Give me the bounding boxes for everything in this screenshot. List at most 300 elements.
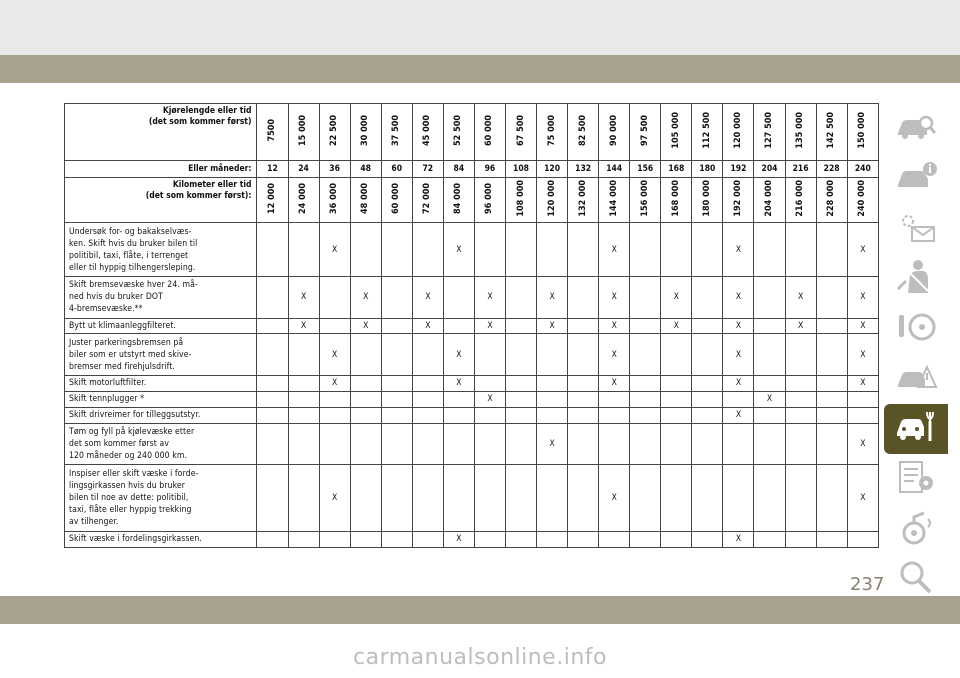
service-mark: X — [847, 334, 878, 375]
sidebar-tab-seatbelt-person[interactable] — [884, 254, 948, 304]
kilometer-header-cell — [474, 178, 505, 223]
service-mark — [350, 391, 381, 407]
mileage-sublabel: (det som kommer først) — [148, 117, 252, 127]
service-mark: X — [288, 318, 319, 334]
service-mark — [785, 465, 816, 532]
kilometer-value: 24 000 — [298, 183, 309, 214]
service-label: Bytt ut klimaanleggfilteret. — [65, 318, 257, 334]
service-mark — [723, 391, 754, 407]
mileage-value: 30 000 — [360, 115, 371, 146]
kilometer-header-cell — [443, 178, 474, 223]
service-label: Skift væske i fordelingsgirkassen. — [65, 531, 257, 547]
service-label: Undersøk for- og bakakselvæs- ken. Skift hvis du bruker bilen til politibil, taxi, flåte, i terrenget eller til hyppig tilhengersleping. — [65, 223, 257, 277]
car-wrench-icon — [894, 409, 938, 449]
service-mark: X — [474, 391, 505, 407]
service-mark: X — [474, 277, 505, 318]
service-mark — [692, 318, 723, 334]
mileage-header-cell — [723, 104, 754, 161]
service-mark — [692, 423, 723, 464]
service-mark — [319, 277, 350, 318]
service-mark — [412, 391, 443, 407]
service-mark — [692, 277, 723, 318]
watermark: carmanualsonline.info — [353, 645, 607, 670]
service-mark — [350, 465, 381, 532]
service-mark: X — [847, 375, 878, 391]
service-label: Inspiser eller skift væske i forde- lingsgirkassen hvis du bruker bilen til noe av dette: politibil, taxi, flåte eller hyppig trekking av tilhenger. — [65, 465, 257, 532]
service-mark — [412, 334, 443, 375]
service-row — [65, 277, 879, 318]
service-mark: X — [288, 277, 319, 318]
month-value: 108 — [505, 161, 536, 178]
service-mark: X — [723, 531, 754, 547]
service-mark — [474, 223, 505, 277]
service-mark: X — [599, 375, 630, 391]
months-label: Eller måneder: — [65, 161, 257, 178]
service-mark — [599, 531, 630, 547]
sidebar-tab-steering-wheel-key[interactable] — [884, 304, 948, 354]
mileage-value: 120 000 — [732, 112, 743, 149]
maintenance-schedule-table — [64, 103, 879, 548]
service-mark — [661, 391, 692, 407]
kilometer-header-label — [65, 178, 257, 223]
car-crash-warning-icon — [894, 359, 938, 399]
service-label: Tøm og fyll på kjølevæske etter det som kommer først av 120 måneder og 240 000 km. — [65, 423, 257, 464]
service-mark — [381, 277, 412, 318]
service-mark — [692, 531, 723, 547]
service-mark — [630, 334, 661, 375]
mileage-value: 105 000 — [670, 112, 681, 149]
service-mark — [568, 465, 599, 532]
service-mark — [816, 423, 847, 464]
service-mark — [537, 334, 568, 375]
service-mark — [661, 465, 692, 532]
service-row — [65, 391, 879, 407]
service-mark — [381, 318, 412, 334]
service-mark — [754, 223, 785, 277]
service-mark — [257, 465, 288, 532]
kilometer-header-cell — [412, 178, 443, 223]
month-value: 168 — [661, 161, 692, 178]
service-mark — [630, 531, 661, 547]
service-mark — [537, 531, 568, 547]
service-mark — [288, 407, 319, 423]
service-mark — [568, 423, 599, 464]
service-mark — [381, 465, 412, 532]
service-mark — [568, 334, 599, 375]
service-mark — [754, 318, 785, 334]
service-mark — [257, 375, 288, 391]
service-mark — [381, 223, 412, 277]
kilometer-header-cell — [692, 178, 723, 223]
service-mark — [630, 391, 661, 407]
service-mark — [816, 407, 847, 423]
service-mark: X — [785, 277, 816, 318]
sidebar-tab-audio-nav[interactable] — [884, 504, 948, 554]
service-mark — [350, 223, 381, 277]
month-value: 96 — [474, 161, 505, 178]
service-mark — [847, 531, 878, 547]
service-mark — [754, 277, 785, 318]
service-mark — [568, 318, 599, 334]
kilometer-value: 48 000 — [360, 183, 371, 214]
mileage-header-cell — [443, 104, 474, 161]
mileage-value: 82 500 — [577, 115, 588, 146]
month-value: 36 — [319, 161, 350, 178]
service-mark — [505, 465, 536, 532]
service-mark — [381, 375, 412, 391]
service-mark — [630, 465, 661, 532]
kilometer-value: 132 000 — [577, 180, 588, 217]
audio-nav-icon — [894, 509, 938, 549]
mileage-value: 37 500 — [391, 115, 402, 146]
kilometer-header-cell — [568, 178, 599, 223]
list-gear-icon — [894, 459, 938, 499]
service-mark: X — [599, 223, 630, 277]
mileage-value: 60 000 — [484, 115, 495, 146]
mileage-header-cell — [319, 104, 350, 161]
service-mark — [599, 423, 630, 464]
service-mark: X — [319, 465, 350, 532]
service-mark — [288, 423, 319, 464]
kilometer-value: 216 000 — [795, 180, 806, 217]
service-mark — [661, 334, 692, 375]
service-mark — [816, 334, 847, 375]
service-mark: X — [847, 223, 878, 277]
sidebar-tab-car-crash-warning[interactable] — [884, 354, 948, 404]
service-mark — [754, 423, 785, 464]
service-mark: X — [661, 318, 692, 334]
mileage-header-cell — [412, 104, 443, 161]
service-label: Skift drivreimer for tilleggsutstyr. — [65, 407, 257, 423]
mileage-header-cell — [816, 104, 847, 161]
service-mark — [412, 423, 443, 464]
service-mark — [443, 423, 474, 464]
month-value: 120 — [537, 161, 568, 178]
kilometer-value: 240 000 — [857, 180, 868, 217]
service-mark — [785, 407, 816, 423]
service-mark — [599, 407, 630, 423]
service-mark: X — [350, 277, 381, 318]
mileage-header-cell — [754, 104, 785, 161]
service-mark — [568, 375, 599, 391]
kilometer-value: 36 000 — [329, 183, 340, 214]
kilometer-header-cell — [288, 178, 319, 223]
kilometer-header-cell — [350, 178, 381, 223]
service-row — [65, 423, 879, 464]
service-mark — [381, 334, 412, 375]
service-mark — [816, 465, 847, 532]
month-value: 60 — [381, 161, 412, 178]
service-mark — [474, 375, 505, 391]
month-value: 84 — [443, 161, 474, 178]
mileage-label: Kjørelengde eller tid — [162, 106, 252, 116]
kilometer-header-cell — [630, 178, 661, 223]
service-mark: X — [754, 391, 785, 407]
service-mark — [630, 318, 661, 334]
service-mark: X — [599, 334, 630, 375]
kilometer-value: 168 000 — [670, 180, 681, 217]
service-mark — [692, 407, 723, 423]
service-mark — [474, 407, 505, 423]
service-row — [65, 223, 879, 277]
steering-wheel-key-icon — [894, 309, 938, 349]
service-mark — [350, 531, 381, 547]
service-mark — [661, 223, 692, 277]
service-mark: X — [661, 277, 692, 318]
mileage-header-cell — [847, 104, 878, 161]
service-mark — [692, 465, 723, 532]
service-mark — [474, 531, 505, 547]
month-value: 48 — [350, 161, 381, 178]
service-mark — [381, 391, 412, 407]
service-mark — [412, 375, 443, 391]
header-band — [0, 55, 960, 83]
service-mark — [288, 391, 319, 407]
mileage-header-cell — [785, 104, 816, 161]
service-mark — [537, 407, 568, 423]
service-mark — [505, 423, 536, 464]
sidebar-tab-list-gear[interactable] — [884, 454, 948, 504]
kilometer-value: 60 000 — [391, 183, 402, 214]
footer-band — [0, 596, 960, 624]
kilometer-sublabel: (det som kommer først): — [145, 191, 252, 201]
service-mark — [319, 423, 350, 464]
service-mark: X — [319, 334, 350, 375]
service-mark: X — [350, 318, 381, 334]
service-mark: X — [537, 277, 568, 318]
mileage-header-cell — [661, 104, 692, 161]
service-mark — [443, 277, 474, 318]
service-mark — [785, 531, 816, 547]
service-mark — [505, 277, 536, 318]
sidebar-tab-car-search[interactable] — [884, 104, 948, 154]
service-mark — [474, 334, 505, 375]
service-mark: X — [412, 318, 443, 334]
service-mark: X — [474, 318, 505, 334]
service-mark — [816, 391, 847, 407]
mileage-header-cell — [474, 104, 505, 161]
service-mark — [257, 334, 288, 375]
month-value: 144 — [599, 161, 630, 178]
service-mark — [692, 334, 723, 375]
month-value: 24 — [288, 161, 319, 178]
service-mark — [661, 423, 692, 464]
service-mark — [288, 465, 319, 532]
service-mark: X — [599, 318, 630, 334]
seatbelt-person-icon — [894, 259, 938, 299]
service-mark — [630, 277, 661, 318]
service-mark — [816, 223, 847, 277]
service-mark — [537, 223, 568, 277]
month-value: 204 — [754, 161, 785, 178]
mileage-header-cell — [630, 104, 661, 161]
service-mark — [257, 318, 288, 334]
service-mark — [754, 407, 785, 423]
service-mark: X — [723, 375, 754, 391]
mileage-value: 45 000 — [422, 115, 433, 146]
service-mark — [754, 375, 785, 391]
kilometer-value: 96 000 — [484, 183, 495, 214]
service-mark — [412, 465, 443, 532]
mileage-header-cell — [350, 104, 381, 161]
service-label: Skift bremsevæske hver 24. må- ned hvis du bruker DOT 4-bremsevæske.** — [65, 277, 257, 318]
kilometer-value: 84 000 — [453, 183, 464, 214]
top-margin — [0, 0, 960, 55]
mileage-value: 150 000 — [857, 112, 868, 149]
service-mark: X — [847, 423, 878, 464]
service-mark — [785, 334, 816, 375]
service-mark — [319, 391, 350, 407]
service-row — [65, 318, 879, 334]
month-value: 72 — [412, 161, 443, 178]
service-mark: X — [537, 318, 568, 334]
chapter-sidebar — [884, 104, 948, 654]
month-value: 132 — [568, 161, 599, 178]
service-mark: X — [847, 277, 878, 318]
service-mark — [630, 223, 661, 277]
service-row — [65, 465, 879, 532]
service-mark: X — [599, 277, 630, 318]
kilometer-header-cell — [381, 178, 412, 223]
mileage-header-cell — [381, 104, 412, 161]
kilometer-header-cell — [257, 178, 288, 223]
mileage-value: 15 000 — [298, 115, 309, 146]
service-mark: X — [723, 223, 754, 277]
service-mark: X — [443, 531, 474, 547]
service-mark — [568, 391, 599, 407]
mileage-header-cell — [288, 104, 319, 161]
mileage-value: 7500 — [267, 119, 277, 142]
month-value: 240 — [847, 161, 878, 178]
kilometer-value: 156 000 — [639, 180, 650, 217]
service-mark — [319, 318, 350, 334]
service-mark — [630, 423, 661, 464]
service-mark — [350, 407, 381, 423]
kilometer-header-cell — [816, 178, 847, 223]
service-mark — [443, 391, 474, 407]
service-mark — [381, 531, 412, 547]
mileage-value: 67 500 — [515, 115, 526, 146]
mileage-value: 52 500 — [453, 115, 464, 146]
service-mark — [723, 423, 754, 464]
kilometer-header-cell — [319, 178, 350, 223]
service-mark — [630, 407, 661, 423]
service-mark: X — [723, 277, 754, 318]
service-mark — [288, 334, 319, 375]
service-mark — [319, 407, 350, 423]
service-mark — [257, 423, 288, 464]
service-mark — [505, 223, 536, 277]
page-number: 237 — [850, 574, 885, 595]
service-row — [65, 531, 879, 547]
service-mark — [443, 318, 474, 334]
service-mark — [412, 531, 443, 547]
kilometer-value: 72 000 — [422, 183, 433, 214]
kilometer-header-cell — [599, 178, 630, 223]
warning-lights-icon — [894, 209, 938, 249]
service-mark — [505, 407, 536, 423]
service-mark — [474, 423, 505, 464]
service-mark — [785, 423, 816, 464]
service-mark — [537, 465, 568, 532]
kilometer-value: 108 000 — [515, 180, 526, 217]
month-value: 216 — [785, 161, 816, 178]
service-mark: X — [443, 223, 474, 277]
mileage-value: 90 000 — [608, 115, 619, 146]
service-mark — [816, 318, 847, 334]
service-mark — [505, 391, 536, 407]
service-mark: X — [723, 407, 754, 423]
service-mark — [381, 423, 412, 464]
service-mark — [288, 223, 319, 277]
service-mark — [257, 531, 288, 547]
service-mark — [661, 407, 692, 423]
service-mark — [568, 223, 599, 277]
mileage-header-label — [65, 104, 257, 161]
mileage-header-cell — [537, 104, 568, 161]
service-row — [65, 375, 879, 391]
service-mark — [785, 391, 816, 407]
service-mark: X — [723, 334, 754, 375]
service-mark — [381, 407, 412, 423]
service-mark — [505, 531, 536, 547]
service-mark — [257, 277, 288, 318]
service-mark: X — [412, 277, 443, 318]
mileage-value: 135 000 — [795, 112, 806, 149]
service-mark — [568, 277, 599, 318]
service-mark — [816, 531, 847, 547]
service-mark: X — [723, 318, 754, 334]
service-mark: X — [599, 465, 630, 532]
service-mark — [692, 391, 723, 407]
sidebar-tab-warning-lights[interactable] — [884, 204, 948, 254]
kilometer-value: 120 000 — [546, 180, 557, 217]
kilometer-header-cell — [847, 178, 878, 223]
kilometer-header-row — [65, 178, 879, 223]
months-header-row — [65, 161, 879, 178]
mileage-value: 127 500 — [764, 112, 774, 149]
service-mark — [505, 318, 536, 334]
sidebar-tab-car-wrench[interactable] — [884, 404, 948, 454]
service-mark — [257, 223, 288, 277]
kilometer-value: 12 000 — [267, 183, 277, 214]
service-mark — [568, 407, 599, 423]
service-mark: X — [319, 223, 350, 277]
kilometer-header-cell — [754, 178, 785, 223]
kilometer-value: 144 000 — [608, 180, 619, 217]
mileage-value: 22 500 — [329, 115, 340, 146]
service-label: Juster parkeringsbremsen på biler som er utstyrt med skive- bremser med firehjulsdrift. — [65, 334, 257, 375]
kilometer-header-cell — [723, 178, 754, 223]
service-mark — [754, 531, 785, 547]
service-mark: X — [847, 465, 878, 532]
month-value: 228 — [816, 161, 847, 178]
service-mark — [474, 465, 505, 532]
service-mark — [661, 531, 692, 547]
mileage-value: 75 000 — [546, 115, 557, 146]
mileage-header-cell — [692, 104, 723, 161]
service-mark — [537, 375, 568, 391]
service-mark — [350, 334, 381, 375]
car-info-icon — [894, 159, 938, 199]
mileage-header-cell — [568, 104, 599, 161]
kilometer-value: 204 000 — [764, 180, 774, 217]
kilometer-value: 192 000 — [732, 180, 743, 217]
kilometer-header-cell — [505, 178, 536, 223]
sidebar-tab-car-info[interactable] — [884, 154, 948, 204]
service-mark — [723, 465, 754, 532]
service-mark — [599, 391, 630, 407]
